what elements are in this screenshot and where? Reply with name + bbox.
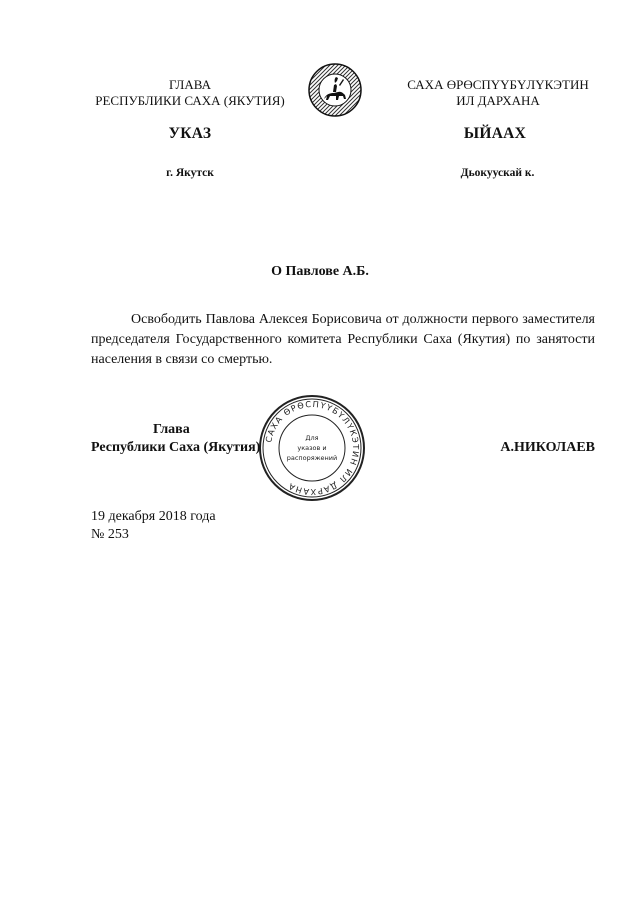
footer (91, 508, 341, 544)
header-right-line2: ИЛ ДАРХАНА (456, 93, 540, 108)
stamp-center-line2: указов и (297, 444, 327, 452)
doc-type-left: УКАЗ (168, 125, 212, 142)
signature-position (91, 421, 291, 457)
stamp-center-line1: Для (305, 434, 319, 442)
document-title: О Павлове А.Б. (271, 264, 369, 279)
document-body: Освободить Павлова Алексея Борисовича от должности первого заместителя председателя Государственного комитета Республики Саха (Якутия) по занятости населения в связи со смертью. (91, 312, 595, 367)
signatory-name: А.НИКОЛАЕВ (500, 440, 595, 455)
header-left-line1: ГЛАВА (169, 77, 211, 92)
coat-of-arms-emblem (308, 63, 362, 117)
city-right: Дьокуускай к. (460, 167, 535, 179)
doc-type-right: ЫЙААХ (463, 125, 527, 142)
header-left-line2: РЕСПУБЛИКИ САХА (ЯКУТИЯ) (95, 93, 285, 108)
stamp-outer-text: САХА ӨРӨСПҮҮБҮЛҮКЭТИН ИЛ ДАРХАНА (263, 398, 362, 498)
header-right-line1: САХА ӨРӨСПҮҮБҮЛҮКЭТИН (407, 77, 589, 92)
city-left: г. Якутск (166, 167, 214, 179)
header-left (70, 77, 310, 109)
decree-number: № 253 (91, 527, 129, 542)
header-right (368, 77, 628, 109)
decree-date: 19 декабря 2018 года (91, 509, 216, 524)
stamp-center-line3: распоряжений (286, 454, 338, 462)
signature-position-line1: Глава (153, 422, 190, 437)
signature-position-line2: Республики Саха (Якутия) (91, 440, 261, 455)
